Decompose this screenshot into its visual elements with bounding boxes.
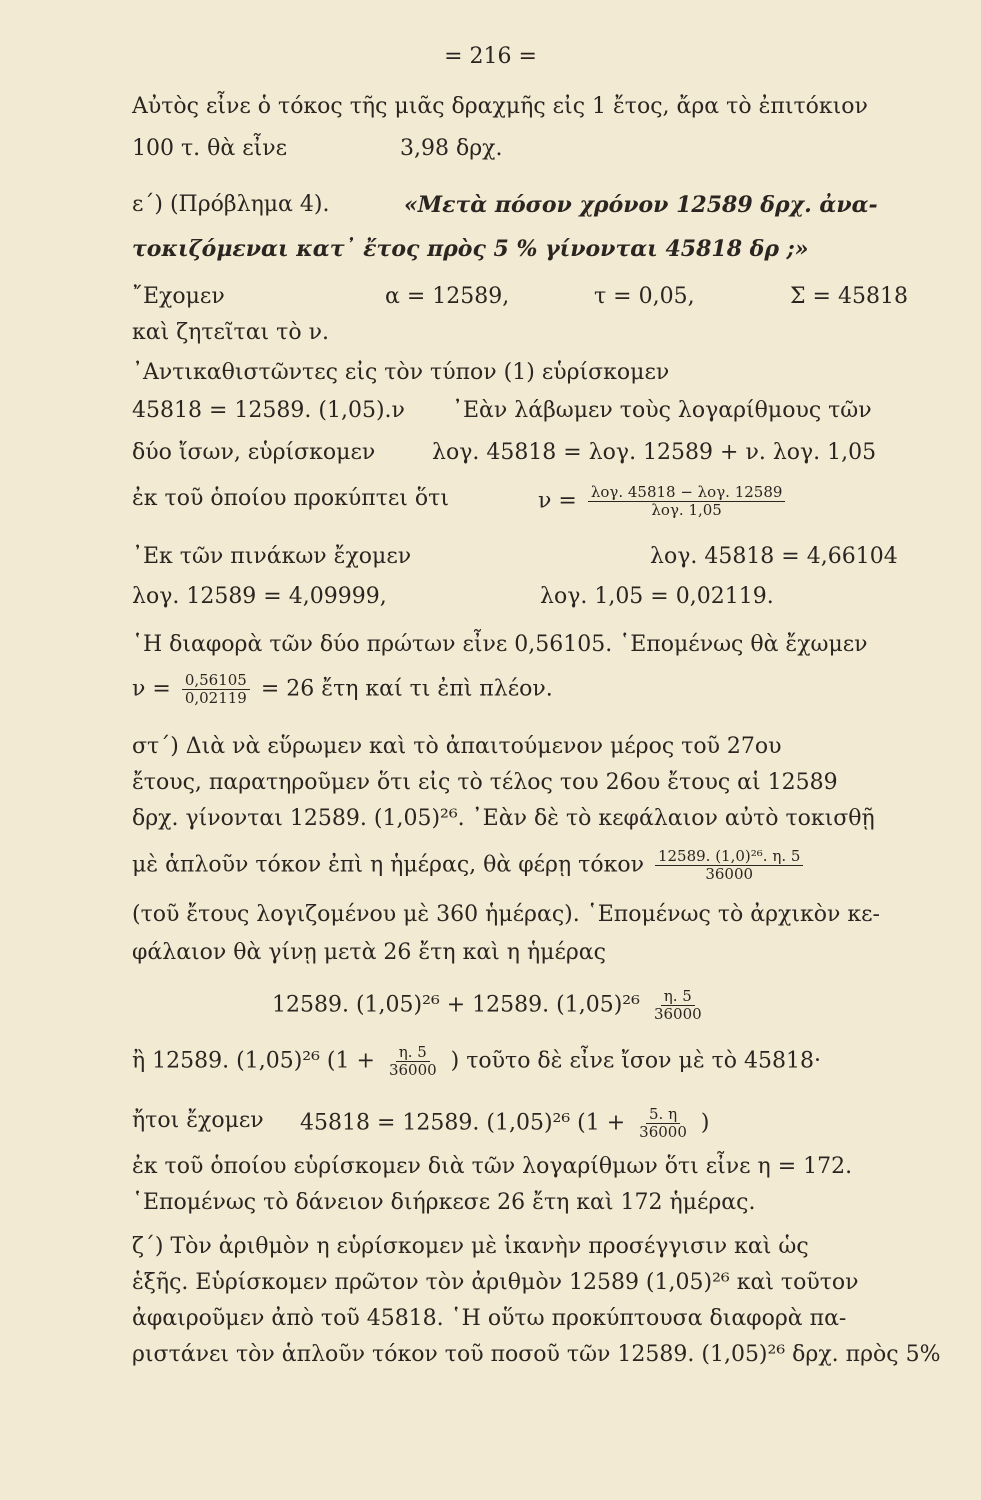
text-line: φάλαιον θὰ γίνῃ μετὰ 26 ἔτη καὶ η ἡμέρας: [132, 940, 606, 965]
fraction-denominator: 36000: [705, 865, 754, 883]
text-line: [132, 672, 553, 707]
equation: Σ = 45818: [790, 284, 908, 309]
equation: λογ. 1,05 = 0,02119.: [540, 584, 774, 609]
fraction-numerator: 5. η: [646, 1106, 680, 1124]
equation: τ = 0,05,: [594, 284, 695, 309]
text-fragment: ἐκ τοῦ ὁποίου προκύπτει ὅτι: [132, 486, 449, 511]
equation: ἢ 12589. (1,05)²⁶ (1 +: [132, 1048, 375, 1074]
page-number: = 216 =: [444, 44, 537, 69]
text-fragment: ῎Εχομεν: [132, 284, 225, 309]
equation: λογ. 45818 = λογ. 12589 + ν. λογ. 1,05: [432, 440, 877, 465]
equation: α = 12589,: [385, 284, 510, 309]
fraction: [182, 672, 250, 707]
text-line: [132, 483, 783, 519]
text-line: Αὐτὸς εἶνε ὁ τόκος τῆς μιᾶς δραχμῆς εἰς 1 ἔτος, ἄρα τὸ ἐπιτόκιον: [132, 94, 868, 119]
fraction: [588, 484, 786, 519]
fraction: [651, 988, 705, 1023]
fraction-numerator: 0,56105: [182, 672, 250, 690]
fraction: [655, 848, 803, 883]
equation-lhs: ν =: [132, 676, 171, 702]
text-line: [132, 582, 774, 612]
fraction-denominator: 36000: [653, 1005, 702, 1023]
text-line: [132, 134, 503, 164]
text-line: [132, 190, 878, 220]
text-fragment: 3,98 δρχ.: [400, 136, 503, 161]
text-line: [132, 282, 908, 312]
equation-line: [272, 988, 709, 1023]
equation-line: [132, 1044, 821, 1079]
equation: 45818 = 12589. (1,05).ν: [132, 398, 405, 423]
equation: [300, 1106, 709, 1141]
closing-paren: ): [700, 1110, 710, 1136]
fraction-denominator: 0,02119: [184, 689, 247, 707]
problem-statement: τοκιζόμεναι κατ᾽ ἔτος πρὸς 5 % γίνονται 45818 δρ ;»: [132, 236, 809, 262]
equation-lhs: ν =: [538, 488, 577, 514]
fraction-denominator: 36000: [388, 1061, 437, 1079]
text-line: ἔτους, παρατηροῦμεν ὅτι εἰς τὸ τέλος του 26ου ἔτους αἱ 12589: [132, 770, 838, 795]
text-fragment: 100 τ. θὰ εἶνε: [132, 136, 288, 161]
equation: 12589. (1,05)²⁶ + 12589. (1,05)²⁶: [272, 992, 640, 1018]
text-line: δρχ. γίνονται 12589. (1,05)²⁶. ᾽Εὰν δὲ τὸ κεφάλαιον αὐτὸ τοκισθῇ: [132, 806, 875, 831]
text-line: [132, 438, 877, 468]
text-line: ἀφαιροῦμεν ἀπὸ τοῦ 45818. ῾Η οὕτω προκύπτουσα διαφορὰ πα-: [132, 1306, 847, 1331]
text-line: ριστάνει τὸν ἁπλοῦν τόκον τοῦ ποσοῦ τῶν 12589. (1,05)²⁶ δρχ. πρὸς 5%: [132, 1342, 941, 1367]
text-line: καὶ ζητεῖται τὸ ν.: [132, 320, 329, 345]
fraction-denominator: 36000: [639, 1123, 687, 1141]
text-line: ῾Η διαφορὰ τῶν δύο πρώτων εἶνε 0,56105. ῾Επομένως θὰ ἔχωμεν: [132, 632, 868, 657]
fraction: [386, 1044, 440, 1079]
fraction-numerator: η. 5: [396, 1044, 430, 1062]
text-line: ῾Επομένως τὸ δάνειον διήρκεσε 26 ἔτη καὶ 172 ἡμέρας.: [132, 1190, 756, 1215]
fraction-numerator: λογ. 45818 − λογ. 12589: [588, 484, 786, 502]
text-line: ἑξῆς. Εὑρίσκομεν πρῶτον τὸν ἀριθμὸν 12589 (1,05)²⁶ καὶ τοῦτον: [132, 1270, 859, 1295]
problem-statement: «Μετὰ πόσον χρόνον 12589 δρχ. ἀνα-: [404, 192, 878, 218]
equation: [538, 484, 789, 519]
fraction: [636, 1106, 690, 1141]
text-line: [132, 396, 872, 426]
text-line: στ΄) Διὰ νὰ εὕρωμεν καὶ τὸ ἀπαιτούμενον μέρος τοῦ 27ου: [132, 734, 782, 759]
text-fragment: μὲ ἁπλοῦν τόκον ἐπὶ η ἡμέρας, θὰ φέρῃ τόκον: [132, 852, 644, 878]
fraction-denominator: λογ. 1,05: [651, 501, 722, 519]
problem-label: ε΄) (Πρόβλημα 4).: [132, 192, 330, 217]
text-line: [132, 542, 898, 572]
text-line: [132, 848, 807, 883]
fraction-numerator: 12589. (1,0)²⁶. η. 5: [655, 848, 803, 866]
text-line: (τοῦ ἔτους λογιζομένου μὲ 360 ἡμέρας). ῾Επομένως τὸ ἀρχικὸν κε-: [132, 902, 880, 927]
text-line: ζ΄) Τὸν ἀριθμὸν η εὑρίσκομεν μὲ ἱκανὴν προσέγγισιν καὶ ὡς: [132, 1234, 809, 1259]
text-fragment: = 26 ἔτη καί τι ἐπὶ πλέον.: [260, 676, 553, 702]
text-fragment: δύο ἴσων, εὑρίσκομεν: [132, 440, 376, 465]
equation: λογ. 12589 = 4,09999,: [132, 584, 387, 609]
text-fragment: ᾽Εκ τῶν πινάκων ἔχομεν: [132, 544, 412, 569]
fraction-numerator: η. 5: [661, 988, 695, 1006]
equation: λογ. 45818 = 4,66104: [650, 544, 898, 569]
equation-lhs: 45818 = 12589. (1,05)²⁶ (1 +: [300, 1110, 626, 1136]
text-fragment: ᾽Εὰν λάβωμεν τοὺς λογαρίθμους τῶν: [452, 398, 872, 423]
text-line: ἐκ τοῦ ὁποίου εὑρίσκομεν διὰ τῶν λογαρίθμων ὅτι εἶνε η = 172.: [132, 1154, 853, 1179]
text-line: ᾽Αντικαθιστῶντες εἰς τὸν τύπον (1) εὑρίσκομεν: [132, 360, 670, 385]
text-fragment: ) τοῦτο δὲ εἶνε ἴσον μὲ τὸ 45818·: [450, 1048, 822, 1074]
text-fragment: ἤτοι ἔχομεν: [132, 1108, 264, 1133]
